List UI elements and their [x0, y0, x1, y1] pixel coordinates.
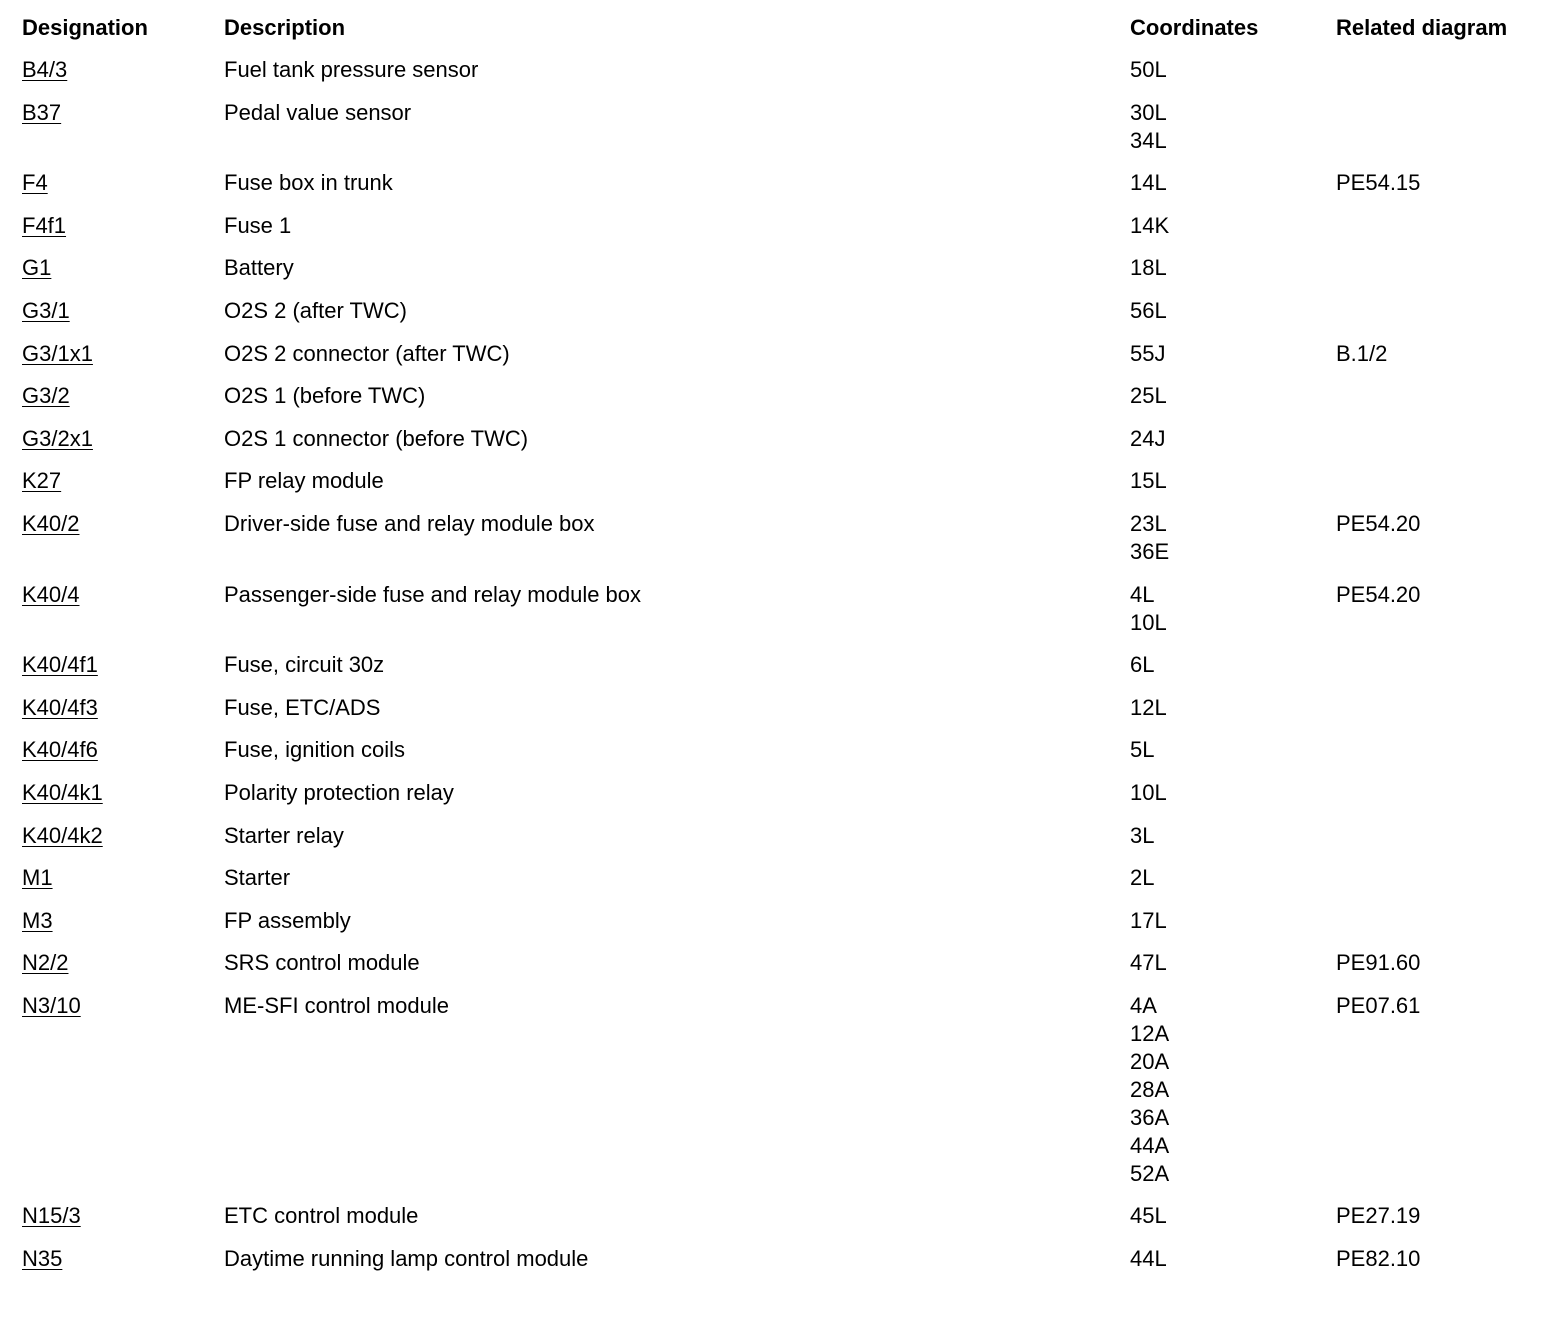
coordinate-value: 12A — [1130, 1020, 1170, 1046]
header-designation: Designation — [22, 15, 148, 40]
designation-link[interactable]: M1 — [22, 865, 53, 891]
related-diagram-cell — [1336, 822, 1566, 865]
designation-link[interactable]: K40/4f6 — [22, 737, 98, 763]
coordinate-value: 15L — [1130, 468, 1167, 494]
designation-cell — [22, 651, 224, 694]
coordinates-cell — [1130, 340, 1336, 383]
coordinates-cell — [1130, 864, 1336, 907]
coordinate-value: 36E — [1130, 538, 1170, 564]
table-row — [22, 779, 1566, 822]
related-diagram-cell — [1336, 212, 1566, 255]
coordinates-cell — [1130, 99, 1336, 170]
coordinate-value: 44L — [1130, 1246, 1167, 1272]
designation-cell — [22, 907, 224, 950]
table-row — [22, 736, 1566, 779]
related-diagram-cell: PE54.20 — [1336, 510, 1421, 536]
header-coordinates: Coordinates — [1130, 15, 1259, 40]
coordinate-value: 5L — [1130, 737, 1155, 763]
related-diagram-cell: PE07.61 — [1336, 992, 1421, 1018]
designation-cell — [22, 1202, 224, 1245]
designation-cell — [22, 212, 224, 255]
table-row — [22, 467, 1566, 510]
related-diagram-cell — [1336, 467, 1566, 510]
table-row — [22, 297, 1566, 340]
table-row — [22, 510, 1566, 581]
designation-link[interactable]: F4 — [22, 170, 48, 196]
related-diagram-cell: PE82.10 — [1336, 1246, 1421, 1272]
designation-cell — [22, 254, 224, 297]
description-cell: O2S 2 (after TWC) — [224, 297, 407, 323]
table-row — [22, 99, 1566, 170]
description-cell: Fuse 1 — [224, 212, 292, 238]
coordinate-value: 23L — [1130, 510, 1167, 536]
coordinate-value: 36A — [1130, 1104, 1170, 1130]
description-cell: Starter — [224, 865, 291, 891]
designation-link[interactable]: K40/4k2 — [22, 822, 103, 848]
coordinates-cell — [1130, 1202, 1336, 1245]
coordinate-value: 25L — [1130, 383, 1167, 409]
coordinates-cell — [1130, 907, 1336, 950]
related-diagram-cell: PE54.20 — [1336, 581, 1421, 607]
coordinates-cell — [1130, 694, 1336, 737]
table-row — [22, 1202, 1566, 1245]
coordinate-value: 10L — [1130, 609, 1167, 635]
description-cell: Passenger-side fuse and relay module box — [224, 581, 642, 607]
coordinate-value: 30L — [1130, 99, 1167, 125]
coordinate-value: 55J — [1130, 340, 1166, 366]
description-cell: SRS control module — [224, 950, 420, 976]
designation-cell — [22, 340, 224, 383]
coordinates-cell — [1130, 425, 1336, 468]
designation-cell — [22, 949, 224, 992]
coordinate-value: 14L — [1130, 170, 1167, 196]
related-diagram-cell: PE91.60 — [1336, 950, 1421, 976]
designation-cell — [22, 510, 224, 581]
coordinate-value: 45L — [1130, 1203, 1167, 1229]
related-diagram-cell: PE54.15 — [1336, 170, 1421, 196]
table-row — [22, 864, 1566, 907]
related-diagram-cell — [1336, 651, 1566, 694]
designation-cell — [22, 99, 224, 170]
coordinates-cell — [1130, 651, 1336, 694]
designation-link[interactable]: F4f1 — [22, 212, 67, 238]
coordinates-cell — [1130, 779, 1336, 822]
designation-cell — [22, 382, 224, 425]
designation-link[interactable]: K27 — [22, 468, 62, 494]
coordinates-cell — [1130, 169, 1336, 212]
designation-link[interactable]: B37 — [22, 99, 62, 125]
coordinates-cell — [1130, 56, 1336, 99]
description-cell: O2S 2 connector (after TWC) — [224, 340, 510, 366]
description-cell: Polarity protection relay — [224, 779, 454, 805]
component-table — [22, 14, 1566, 1288]
table-row — [22, 581, 1566, 652]
coordinate-value: 34L — [1130, 127, 1167, 153]
coordinate-value: 3L — [1130, 822, 1155, 848]
description-cell: ME-SFI control module — [224, 992, 449, 1018]
table-row — [22, 56, 1566, 99]
coordinate-value: 28A — [1130, 1076, 1170, 1102]
designation-cell — [22, 56, 224, 99]
designation-link[interactable]: N35 — [22, 1246, 63, 1272]
designation-link[interactable]: K40/4f3 — [22, 694, 98, 720]
table-row — [22, 907, 1566, 950]
designation-link[interactable]: G3/1 — [22, 297, 70, 323]
designation-link[interactable]: M3 — [22, 907, 53, 933]
coordinates-cell — [1130, 212, 1336, 255]
table-row — [22, 169, 1566, 212]
coordinates-cell — [1130, 254, 1336, 297]
designation-cell — [22, 467, 224, 510]
description-cell: Pedal value sensor — [224, 99, 412, 125]
related-diagram-cell — [1336, 907, 1566, 950]
designation-link[interactable]: K40/4 — [22, 581, 80, 607]
description-cell: Fuse, ETC/ADS — [224, 694, 381, 720]
table-row — [22, 822, 1566, 865]
related-diagram-cell — [1336, 425, 1566, 468]
designation-cell — [22, 1245, 224, 1288]
coordinate-value: 18L — [1130, 255, 1167, 281]
table-row — [22, 425, 1566, 468]
coordinate-value: 24J — [1130, 425, 1166, 451]
description-cell: Battery — [224, 255, 294, 281]
table-row — [22, 992, 1566, 1203]
designation-link[interactable]: N3/10 — [22, 992, 81, 1018]
designation-link[interactable]: G1 — [22, 255, 52, 281]
table-row — [22, 694, 1566, 737]
coordinate-value: 56L — [1130, 297, 1167, 323]
table-row — [22, 382, 1566, 425]
related-diagram-cell — [1336, 694, 1566, 737]
description-cell: O2S 1 (before TWC) — [224, 383, 426, 409]
designation-cell — [22, 992, 224, 1203]
designation-link[interactable]: K40/2 — [22, 510, 80, 536]
description-cell: Daytime running lamp control module — [224, 1246, 589, 1272]
coordinate-value: 44A — [1130, 1132, 1170, 1158]
coordinate-value: 17L — [1130, 907, 1167, 933]
description-cell: O2S 1 connector (before TWC) — [224, 425, 529, 451]
related-diagram-cell — [1336, 99, 1566, 170]
coordinate-value: 20A — [1130, 1048, 1170, 1074]
designation-link[interactable]: B4/3 — [22, 57, 68, 82]
header-related-diagram: Related diagram — [1336, 15, 1508, 40]
coordinate-value: 4A — [1130, 992, 1157, 1018]
description-cell: Fuse, circuit 30z — [224, 652, 385, 678]
coordinate-value: 14K — [1130, 212, 1170, 238]
related-diagram-cell — [1336, 382, 1566, 425]
table-row — [22, 340, 1566, 383]
description-cell: FP assembly — [224, 907, 351, 933]
designation-cell — [22, 581, 224, 652]
designation-cell — [22, 736, 224, 779]
designation-cell — [22, 169, 224, 212]
table-row — [22, 651, 1566, 694]
description-cell: FP relay module — [224, 468, 384, 494]
related-diagram-cell — [1336, 254, 1566, 297]
coordinates-cell — [1130, 382, 1336, 425]
designation-link[interactable]: K40/4k1 — [22, 779, 103, 805]
coordinate-value: 50L — [1130, 57, 1167, 82]
designation-link[interactable]: N15/3 — [22, 1203, 81, 1229]
related-diagram-cell — [1336, 779, 1566, 822]
coordinates-cell — [1130, 467, 1336, 510]
table-header — [22, 14, 1566, 56]
description-cell: Starter relay — [224, 822, 344, 848]
description-cell: Fuse box in trunk — [224, 170, 393, 196]
related-diagram-cell: PE27.19 — [1336, 1203, 1421, 1229]
coordinates-cell — [1130, 1245, 1336, 1288]
related-diagram-cell — [1336, 56, 1566, 99]
table-row — [22, 1245, 1566, 1288]
coordinate-value: 4L — [1130, 581, 1155, 607]
designation-link[interactable]: G3/2 — [22, 383, 70, 409]
coordinate-value: 52A — [1130, 1160, 1170, 1186]
description-cell: Fuel tank pressure sensor — [224, 57, 479, 82]
coordinates-cell — [1130, 949, 1336, 992]
header-description: Description — [224, 15, 346, 40]
description-cell: ETC control module — [224, 1203, 419, 1229]
table-row — [22, 212, 1566, 255]
designation-cell — [22, 864, 224, 907]
designation-cell — [22, 425, 224, 468]
header-row — [22, 14, 1566, 56]
designation-link[interactable]: N2/2 — [22, 950, 69, 976]
related-diagram-cell: B.1/2 — [1336, 340, 1388, 366]
coordinate-value: 10L — [1130, 779, 1167, 805]
coordinate-value: 6L — [1130, 652, 1155, 678]
designation-link[interactable]: K40/4f1 — [22, 652, 98, 678]
related-diagram-cell — [1336, 736, 1566, 779]
designation-cell — [22, 822, 224, 865]
description-cell: Fuse, ignition coils — [224, 737, 405, 763]
coordinates-cell — [1130, 822, 1336, 865]
table-body — [22, 56, 1566, 1288]
coordinates-cell — [1130, 992, 1336, 1203]
related-diagram-cell — [1336, 297, 1566, 340]
designation-cell — [22, 779, 224, 822]
designation-link[interactable]: G3/2x1 — [22, 425, 93, 451]
designation-cell — [22, 297, 224, 340]
coordinates-cell — [1130, 510, 1336, 581]
coordinates-cell — [1130, 297, 1336, 340]
designation-link[interactable]: G3/1x1 — [22, 340, 93, 366]
table-row — [22, 949, 1566, 992]
related-diagram-cell — [1336, 864, 1566, 907]
description-cell: Driver-side fuse and relay module box — [224, 510, 595, 536]
table-row — [22, 254, 1566, 297]
coordinate-value: 47L — [1130, 950, 1167, 976]
coordinate-value: 2L — [1130, 865, 1155, 891]
coordinates-cell — [1130, 736, 1336, 779]
coordinates-cell — [1130, 581, 1336, 652]
designation-cell — [22, 694, 224, 737]
coordinate-value: 12L — [1130, 694, 1167, 720]
